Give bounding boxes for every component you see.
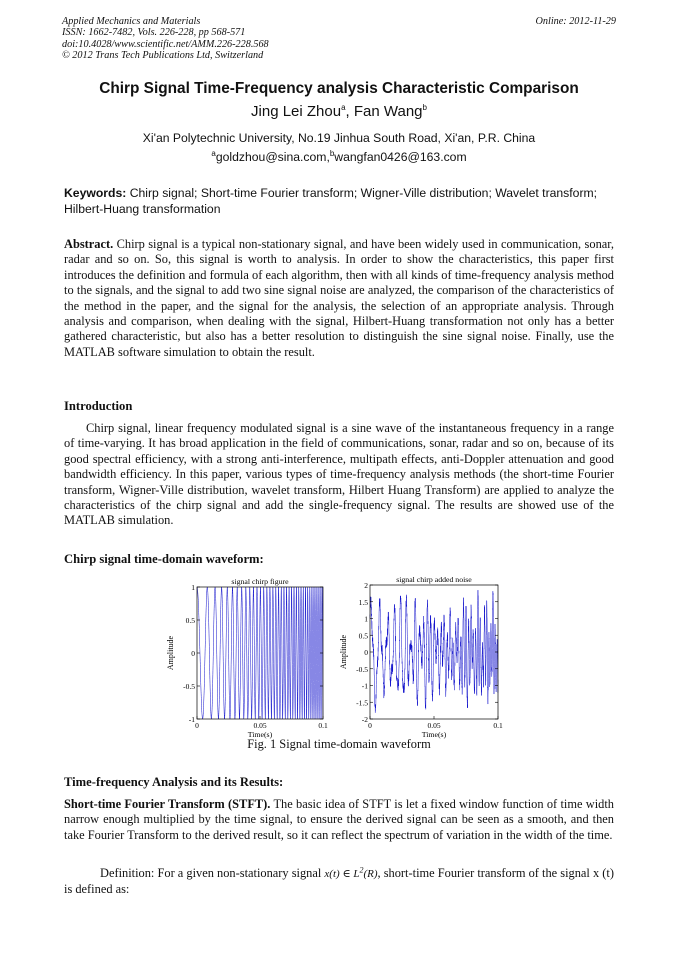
formula-lhs: x(t) ∈ L: [324, 868, 360, 880]
y-tick-label: -0.5: [183, 682, 195, 691]
y-tick-label: -2: [361, 715, 368, 724]
x-axis-label: Time(s): [421, 730, 447, 739]
x-tick-label: 0.1: [318, 721, 328, 730]
email-1: goldzhou@sina.com,: [215, 150, 330, 164]
abstract: [64, 237, 614, 360]
stft-label: Short-time Fourier Transform (STFT).: [64, 797, 271, 811]
affiliation: Xi'an Polytechnic University, No.19 Jinhua South Road, Xi'an, P.R. China: [142, 131, 536, 145]
x-tick-label: 0: [195, 721, 199, 730]
y-tick-label: 0: [364, 648, 368, 657]
stft-paragraph: [64, 797, 614, 843]
y-tick-label: -1.5: [356, 698, 368, 708]
y-tick-label: 2: [364, 581, 368, 590]
chirp-waveform-plot: [160, 571, 340, 743]
introduction-text: Chirp signal, linear frequency modulated signal is a sine wave of the instantaneous frequency in a range of time-varying. It has broad application in the field of communications, sonar, radar and so on, because of its good spectral efficiency, with a strong anti-interference, multipath effects, anti-Doppler attenuation and good bandwidth efficiency. In this paper, various types of time-frequency analysis methods (the short-time Fourier transform, Wigner-Ville distribution, wavelet transform, Hilbert Huang Transform) are applied to analyze the characteristics of the chirp signal and add the single-frequency signal. The results are showed use of the MATLAB simulation.: [64, 421, 614, 528]
formula-rhs: (R): [363, 868, 378, 880]
author-1: Jing Lei Zhou: [251, 103, 342, 120]
definition-text-before: Definition: For a given non-stationary signal: [100, 866, 322, 880]
x-tick-label: 0.05: [253, 721, 267, 730]
author-2: Fan Wang: [353, 103, 423, 120]
definition-text-after: , short-time Fourier transform of the signal x (t) is defined as:: [64, 866, 614, 897]
copyright-line: © 2012 Trans Tech Publications Ltd, Switzerland: [62, 50, 264, 62]
email-1-mark: a: [211, 148, 216, 158]
chart-title: signal chirp added noise: [396, 575, 472, 584]
formula-exponent: 2: [359, 865, 364, 875]
y-axis-label: Amplitude: [166, 635, 175, 671]
keywords-text: Chirp signal; Short-time Fourier transform; Wigner-Ville distribution; Wavelet transform; Hilbert-Huang transformation: [64, 186, 598, 216]
figure-caption: Fig. 1 Signal time-domain waveform: [247, 737, 431, 751]
x-tick-label: 0.05: [427, 721, 441, 730]
x-axis-label: Time(s): [247, 730, 273, 739]
email-list: [0, 150, 678, 164]
journal-name: Applied Mechanics and Materials: [62, 16, 201, 27]
journal-header: [62, 16, 269, 62]
doi-line: doi:10.4028/www.scientific.net/AMM.226-228.568: [62, 38, 269, 50]
chirp-noise-waveform-plot: [330, 571, 510, 743]
y-axis-label: Amplitude: [339, 634, 348, 670]
y-tick-label: -1: [188, 715, 195, 724]
keywords-label: Keywords:: [64, 186, 127, 200]
paper-title: Chirp Signal Time-Frequency analysis Characteristic Comparison: [99, 80, 579, 97]
y-tick-label: 1: [191, 583, 195, 592]
signal-series-line: [370, 590, 498, 712]
abstract-label: Abstract.: [64, 237, 114, 251]
time-frequency-heading: Time-frequency Analysis and its Results:: [64, 775, 284, 789]
online-date: Online: 2012-11-29: [535, 16, 616, 27]
chart-title: signal chirp figure: [231, 577, 289, 586]
author-list: [0, 103, 678, 120]
x-tick-label: 0: [368, 721, 372, 730]
issn-line: ISSN: 1662-7482, Vols. 226-228, pp 568-571: [62, 27, 246, 39]
introduction-heading: Introduction: [64, 399, 133, 413]
y-tick-label: 1.5: [358, 597, 368, 607]
x-tick-label: 0.1: [493, 721, 503, 730]
y-tick-label: -1: [361, 681, 368, 691]
author-2-mark: b: [422, 103, 427, 112]
email-2: wangfan0426@163.com: [334, 150, 467, 164]
email-2-mark: b: [329, 148, 335, 158]
keywords: [64, 185, 614, 217]
chirp-waveform-heading: Chirp signal time-domain waveform:: [64, 552, 264, 566]
stft-text: The basic idea of STFT is let a fixed window function of time width narrow enough multiplied by the time signal, to ensure the derived signal can be seen as a smooth, and then take Fourier Transform to the derived result, so it can reflect the spectrum of variation in the width of the time.: [64, 797, 615, 842]
y-tick-label: 0.5: [185, 616, 195, 625]
signal-formula: [324, 865, 378, 880]
y-tick-label: -0.5: [356, 664, 368, 674]
abstract-text: Chirp signal is a typical non-stationary signal, and have been widely used in communication, sonar, radar and so on. So, this signal is worth to analysis. In order to show the characteristics, this paper first introduces the definition and formula of each algorithm, then with all kinds of time-frequency analysis method to the signals, and the signal to add two sine signal noise are analyzed, the comparison of the characteristics of the method in the paper, and the signal for the analysis, the selection of an appropriate analysis. Through analysis and comparison, when dealing with the signal, Hilbert-Huang transformation not only has a better gathered characteristic, but also has a better resolution to distinguish the sine signal noise. Finally, use the MATLAB software simulation to obtain the result.: [64, 237, 614, 359]
author-1-mark: a: [341, 103, 346, 112]
y-tick-label: 1: [364, 614, 368, 624]
y-tick-label: 0.5: [358, 631, 368, 641]
signal-series-line: [197, 587, 323, 719]
definition-paragraph: [64, 866, 614, 898]
y-tick-label: 0: [191, 649, 195, 658]
author-separator: ,: [345, 103, 354, 120]
